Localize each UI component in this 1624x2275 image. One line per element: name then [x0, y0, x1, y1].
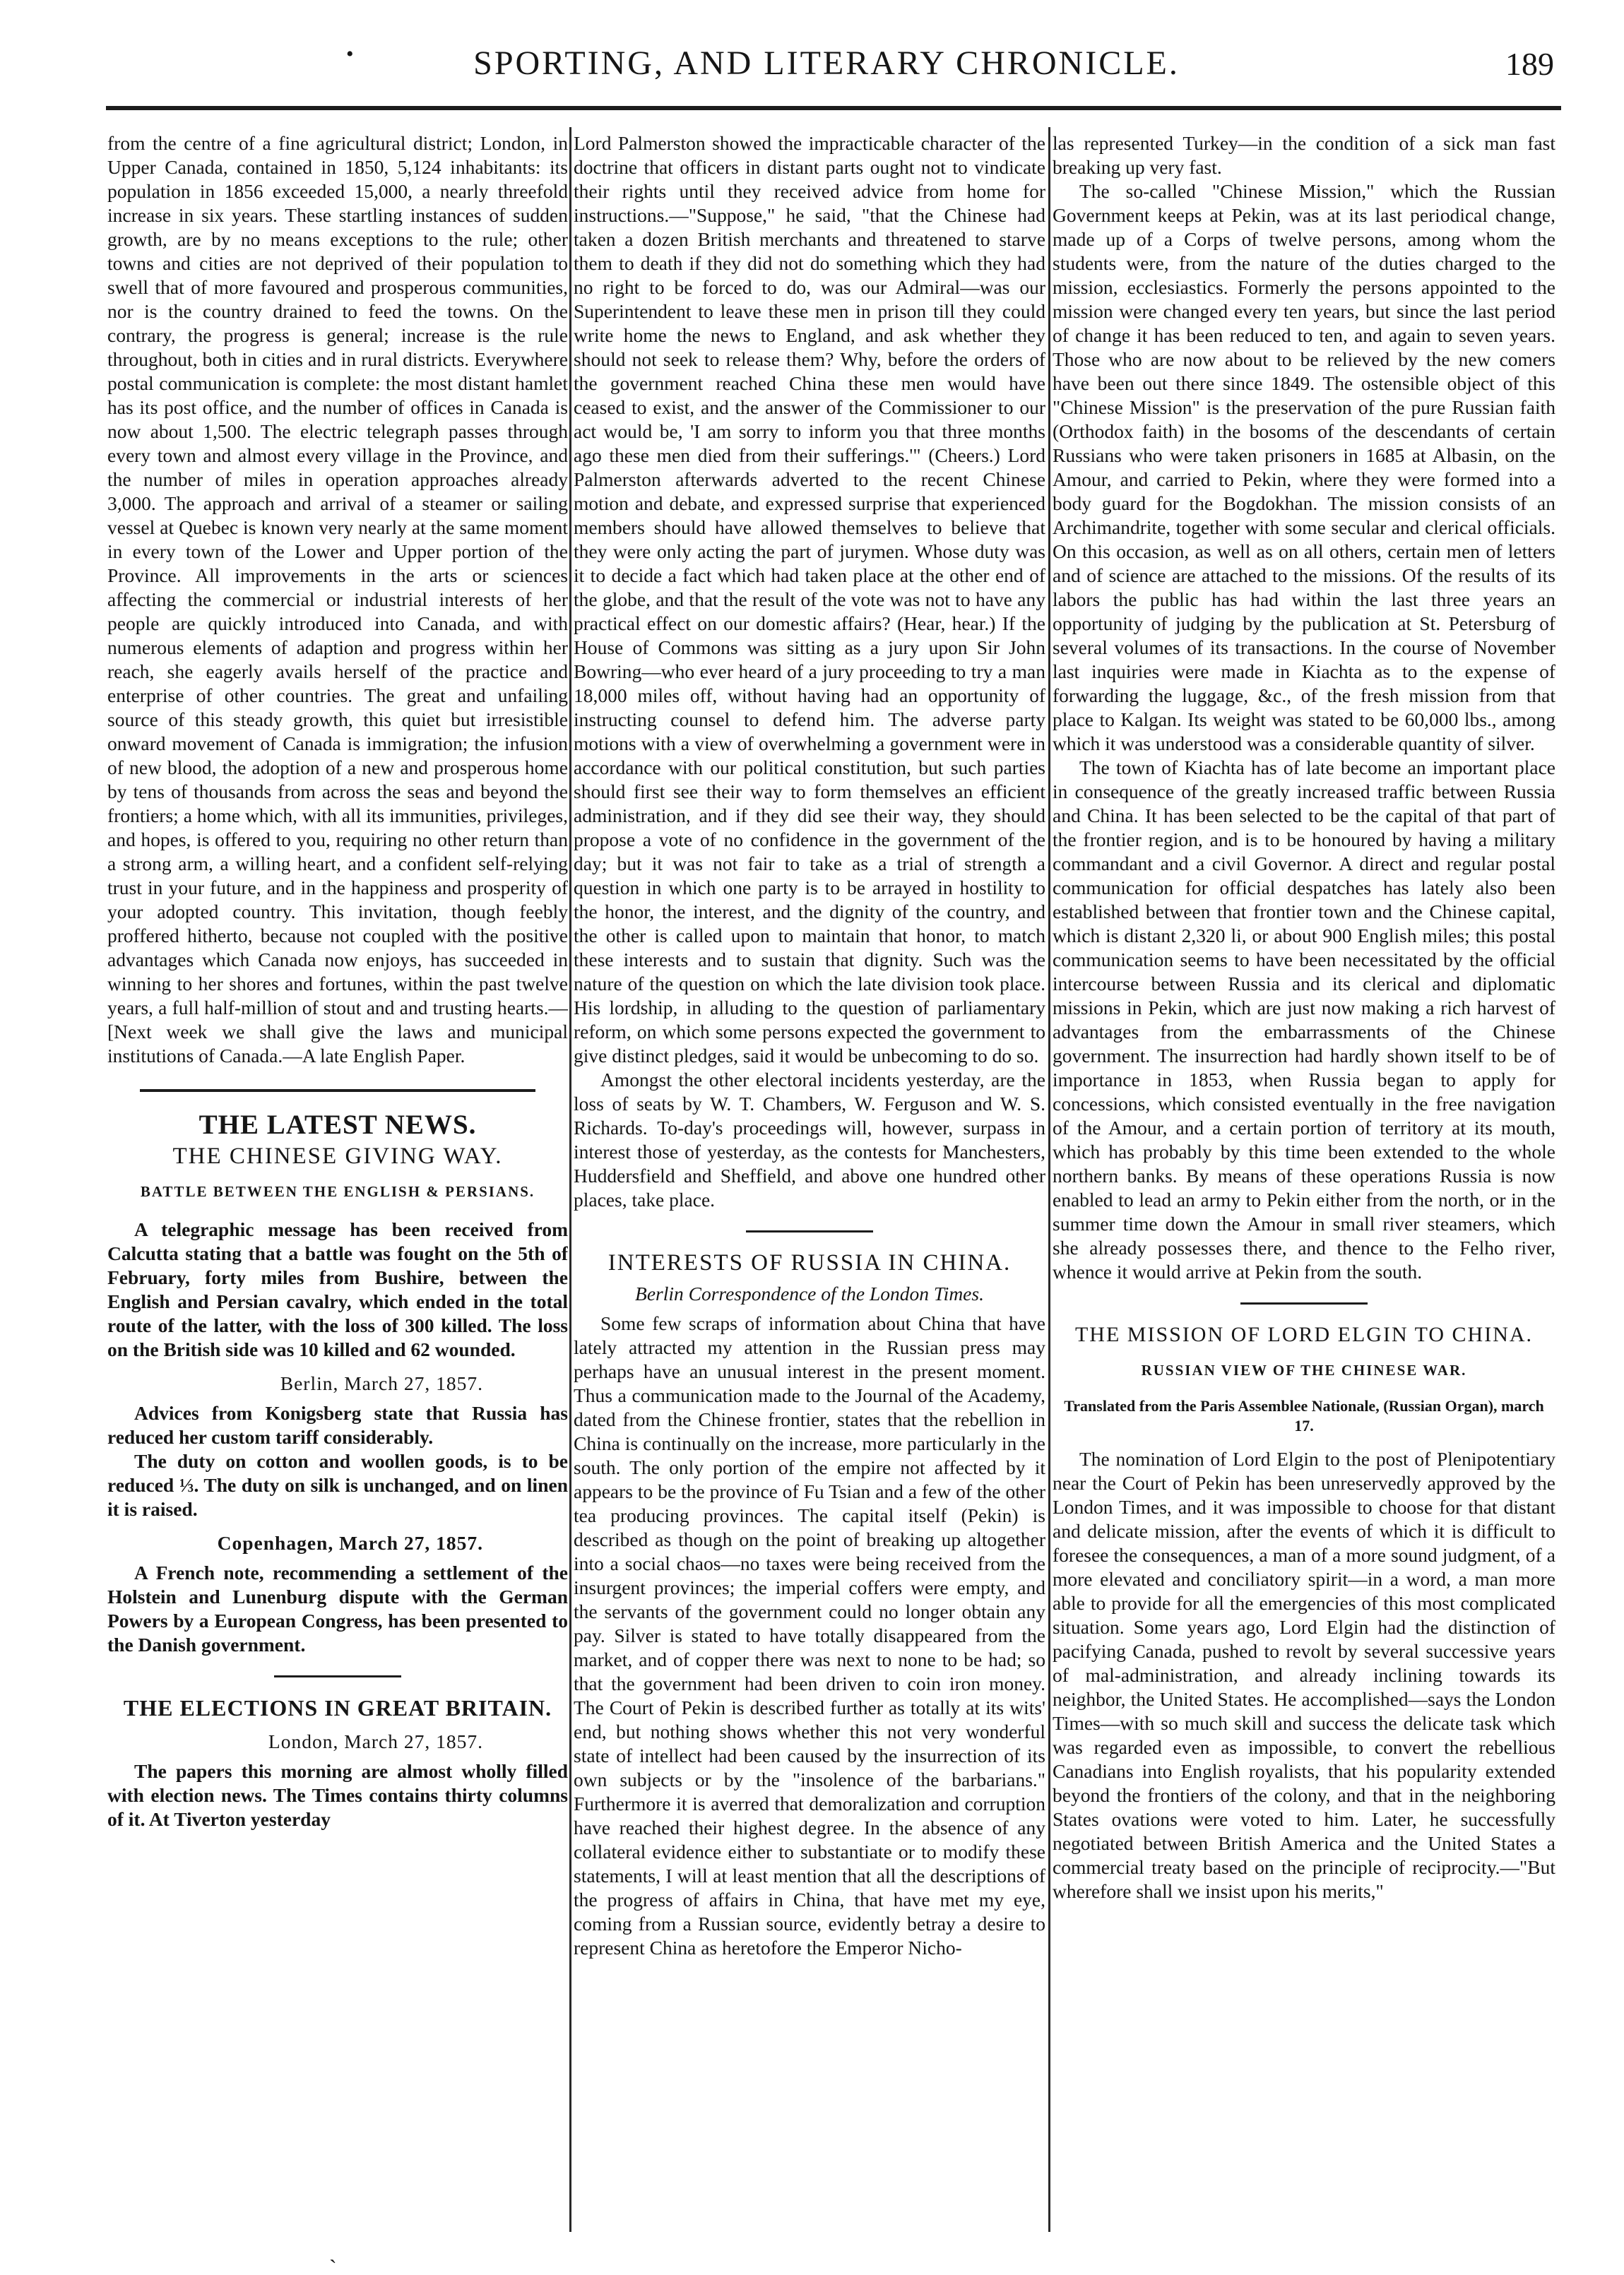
section-divider: [746, 1230, 873, 1232]
london-dateline: London, March 27, 1857.: [268, 1730, 483, 1752]
russia-continued-1: las represented Turkey—in the condition of a sick man fast breaking up very fast.: [1053, 132, 1555, 178]
section-divider: [140, 1089, 535, 1092]
russia-china-subheading: Berlin Correspondence of the London Times.: [635, 1283, 984, 1305]
column-rule-2: [1048, 127, 1050, 2232]
ink-mark: •: [346, 42, 354, 66]
column-1: [107, 131, 568, 2215]
russian-view-heading: RUSSIAN VIEW OF THE CHINESE WAR.: [1141, 1362, 1467, 1379]
russia-china-heading: INTERESTS OF RUSSIA IN CHINA.: [607, 1250, 1012, 1276]
latest-news-heading: THE LATEST NEWS.: [198, 1110, 477, 1140]
column-rule-1: [569, 127, 571, 2232]
section-divider: [274, 1675, 401, 1677]
lord-elgin-text: The nomination of Lord Elgin to the post of Plenipotentiary near the Court of Pekin has been unreservedly approved by the London Times, and it was impossible to choose for that distant and delicate mission, after the events of which it is difficult to foresee the consequences, a man of a more sound judgment, of a more elevated and conciliatory spirit—in a word, a man more able to provide for all the emergencies of this most complicated situation. Some years ago, Lord Elgin had the distinction of pacifying Canada, pushed to revolt by several successive years of mal-administration, and already inclining towards its neighbor, the United States. He accomplished—says the London Times—with so much skill and success the delicate task which was regarded even as impossible, to convert the rebellious Canadians into English royalists, that his popularity extended beyond the frontiers of the colony, and that in the neighboring States ovations were voted to him. Later, he successfully negotiated between British America and the United States a commercial treaty based on the principle of reciprocity.—"But wherefore shall we insist upon his merits,": [1053, 1448, 1555, 1902]
header-rule: [106, 106, 1561, 110]
berlin-dateline: Berlin, March 27, 1857.: [280, 1372, 483, 1394]
ink-mark: ˏ: [329, 2238, 337, 2263]
running-title: SPORTING, AND LITERARY CHRONICLE.: [473, 44, 1180, 82]
berlin-text-1: Advices from Konigsberg state that Russia has reduced her custom tariff considerably.: [107, 1402, 568, 1448]
section-divider: [1240, 1302, 1368, 1305]
column-3: [1053, 131, 1555, 2215]
page-number: 189: [1505, 46, 1554, 82]
chinese-giving-way-heading: THE CHINESE GIVING WAY.: [172, 1144, 503, 1169]
elections-heading: THE ELECTIONS IN GREAT BRITAIN.: [123, 1695, 552, 1721]
running-head: [99, 44, 1554, 93]
copenhagen-text: A French note, recommending a settlement of the Holstein and Lunenburg dispute with the German Powers by a European Congress, has been presented to the Danish government.: [107, 1562, 568, 1656]
column-2: [574, 131, 1045, 2215]
battle-text: A telegraphic message has been received from Calcutta stating that a battle was fought on the 5th of February, forty miles from Bushire, between the English and Persian cavalry, which ended in the total route of the latter, with the loss of 300 killed. The loss on the British side was 10 killed and 62 wounded.: [107, 1218, 568, 1360]
russia-china-text: Some few scraps of information about China that have lately attracted my attention in the Russian press may perhaps have an unusual interest in the present moment. Thus a communication made to the Journal of the Academy, dated from the Chinese frontier, states that the rebellion in China is continually on the increase, more particularly in the south. The only portion of the empire not affected by it appears to be the province of Fu Tsian and a few of the other tea producing provinces. The capital itself (Pekin) is described as though on the point of breaking up altogether into a social chaos—no taxes were being received from the insurgent provinces; the imperial coffers were empty, and the servants of the government could no longer obtain any pay. Silver is stated to have totally disappeared from the market, and of copper there was next to none to be had; so that the government had been driven to coin iron money. The Court of Pekin is described further as totally at its wits' end, but nothing shows whether this not very wonderful state of intellect had been caused by the insurrection of its own subjects or by the "insolence of the barbarians." Furthermore it is averred that demoralization and corruption have reached their highest degree. In the absence of any collateral evidence either to substantiate or to modify these statements, I will at least mention that all the descriptions of the progress of affairs in China, that have met my eye, coming from a Russian source, evidently betray a desire to represent China as heretofore the Emperor Nicho-: [574, 1312, 1045, 1959]
lord-elgin-heading: THE MISSION OF LORD ELGIN TO CHINA.: [1074, 1323, 1534, 1346]
elections-text: The papers this morning are almost wholly filled with election news. The Times contains thirty columns of it. At Tiverton yesterday: [107, 1760, 568, 1830]
translation-note: Translated from the Paris Assemblee Nationale, (Russian Organ), march 17.: [1064, 1397, 1544, 1435]
elections-continued-1: Lord Palmerston showed the impracticable character of the doctrine that officers in distant parts ought not to vindicate their rights until they received advice from home for instructions.—"Suppose," he said, "that the Chinese had taken a dozen British merchants and threatened to starve them to death if they did not do something which they had no right to be forced to do, was our Admiral—was our Superintendent to leave these men in prison till they could write home the news to England, and ask whether they should not seek to release them? Why, before the orders of the government reached China these men would have ceased to exist, and the answer of the Commissioner to our act would be, 'I am sorry to inform you that three months ago these men died from their sufferings.'" (Cheers.) Lord Palmerston afterwards adverted to the recent Chinese motion and debate, and expressed surprise that experienced members should have allowed themselves to believe that they were only acting the part of jurymen. Whose duty was it to decide a fact which had taken place at the other end of the globe, and that the result of the vote was not to have any practical effect on our domestic affairs? (Hear, hear.) If the House of Commons was sitting as a jury upon Sir John Bowring—who ever heard of a jury proceeding to try a man 18,000 miles off, without having had an opportunity of instructing counsel to defend him. The adverse party motions with a view of overwhelming a government were in accordance with our political constitution, but such parties should first see their way to form themselves an efficient administration, and if they did see their way, they should propose a vote of no confidence in the government of the day; but it was not fair to take as a trial of strength a question in which one party is to be arrayed in hostility to the honor, the interest, and the dignity of the country, and the other is called upon to maintain that honor, to match these interests and to sustain that dignity. Such was the nature of the question on which the late division took place. His lordship, in alluding to the question of parliamentary reform, on which some persons expected the government to give distinct pledges, said it would be unbecoming to do so.: [574, 132, 1045, 1067]
battle-heading: BATTLE BETWEEN THE ENGLISH & PERSIANS.: [140, 1183, 535, 1200]
russia-continued-3: The town of Kiachta has of late become an important place in consequence of the greatly increased traffic between Russia and China. It has been selected to be the capital of that part of the frontier region, and is to be honoured by having a military commandant and a civil Governor. A direct and regular postal communication for official despatches has lately also been established between that frontier town and the Chinese capital, which is distant 2,320 li, or about 900 English miles; this postal communication seems to have been necessitated by the official intercourse between Russia and its clerical and diplomatic missions in Pekin, which are just now making a rich harvest of advantages from the embarrassments of the Chinese government. The insurrection had hardly shown itself to be of importance in 1853, when Russia began to apply for concessions, which consisted eventually in the free navigation of the Amour, and a certain portion of territory at its mouth, which has probably by this time been extended to the whole northern banks. By means of these operations Russia is now enabled to lead an army to Pekin either from the north, or in the summer time down the Amour in small river steamers, which she already possesses there, and thence to the Felho river, whence it would arrive at Pekin from the south.: [1053, 756, 1555, 1283]
berlin-text-2: The duty on cotton and woollen goods, is to be reduced ⅓. The duty on silk is unchanged, and on linen it is raised.: [107, 1450, 568, 1520]
russia-continued-2: The so-called "Chinese Mission," which the Russian Government keeps at Pekin, was at its last periodical change, made up of a Corps of twelve persons, among whom the students were, from the nature of the duties charged to the mission, ecclesiastics. Formerly the persons appointed to the mission were changed every ten years, but since the last period of change it has been reduced to ten, and again to seven years. Those who are now about to be relieved by the new comers have been out there since 1849. The ostensible object of this "Chinese Mission" is the preservation of the pure Russian faith (Orthodox faith) in the bosoms of the descendants of certain Russians who were taken prisoners in 1685 at Albasin, on the Amour, and carried to Pekin, where they were formed into a body guard for the Bogdokhan. The mission consists of an Archimandrite, together with some secular and clerical officials. On this occasion, as well as on all others, certain men of letters and of science are attached to the missions. Of the results of its labors the public has had within the last three years an opportunity of judging by the publication at St. Petersburg of several volumes of its transactions. In the course of November last inquiries were made in Kiachta as to the expense of forwarding the luggage, &c., of the fresh mission from that place to Kalgan. Its weight was stated to be 60,000 lbs., among which it was understood was a considerable quantity of silver.: [1053, 180, 1555, 754]
elections-continued-2: Amongst the other electoral incidents yesterday, are the loss of seats by W. T. Chambers, W. Ferguson and W. S. Richards. To-day's proceedings will, however, surpass in interest those of yesterday, as the contests for Manchesters, Huddersfield and Sheffield, and above one hundred other places, take place.: [574, 1069, 1045, 1211]
copenhagen-dateline: Copenhagen, March 27, 1857.: [217, 1532, 483, 1554]
canada-article-text: from the centre of a fine agricultural district; London, in Upper Canada, contained in 1850, 5,124 inhabitants: its population in 1856 exceeded 15,000, a nearly threefold increase in six years. These startling instances of sudden growth, are by no means exceptions to the rule; other towns and cities are not deprived of their population to swell that of more favoured and prosperous communities, nor is the country drained to feed the towns. On the contrary, the progress is general; increase is the rule throughout, both in cities and in rural districts. Everywhere postal communication is complete: the most distant hamlet has its post office, and the number of offices in Canada is now about 1,500. The electric telegraph passes through every town and almost every village in the Province, and the number of miles in operation approaches already 3,000. The approach and arrival of a steamer or sailing vessel at Quebec is known very nearly at the same moment in every town of the Lower and Upper portion of the Province. All improvements in the arts or sciences affecting the commercial or industrial interests of her people are quickly introduced into Canada, and with numerous elements of adaption and progress within her reach, she eagerly avails herself of the practice and enterprise of other countries. The great and unfailing source of this steady growth, this quiet but irresistible onward movement of Canada is immigration; the infusion of new blood, the adoption of a new and prosperous home by tens of thousands from across the seas and beyond the frontiers; a home which, with all its immunities, privileges, and hopes, is offered to you, requiring no other return than a strong arm, a willing heart, and a confident self-relying trust in your future, and in the happiness and prosperity of your adopted country. This invitation, though feebly proffered hitherto, because not coupled with the positive advantages which Canada now enjoys, has succeeded in winning to her shores and fortunes, within the past twelve years, a full half-million of stout and and trusting hearts.—[Next week we shall give the laws and municipal institutions of Canada.—A late English Paper.: [107, 132, 568, 1067]
